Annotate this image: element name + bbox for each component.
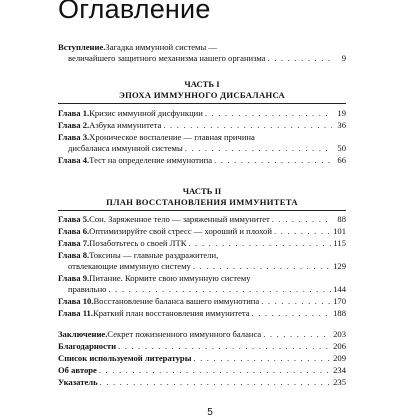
entry-title: Восстановление баланса вашего иммунотипа [93, 296, 260, 306]
entry-title: Кризис иммунной дисфункции [89, 108, 203, 118]
entry-page: 188 [333, 308, 346, 318]
entry-page: 235 [333, 377, 346, 387]
entry-label: Заключение. [58, 329, 108, 339]
toc-entry-index[interactable] [58, 377, 346, 388]
entry-page: 170 [333, 296, 346, 306]
divider [58, 103, 346, 104]
entry-label: Глава 1. [58, 108, 90, 118]
entry-title: Сон. Заряженное тело — заряженный иммунитет [89, 214, 270, 224]
part-subtitle: ЭПОХА ИММУННОГО ДИСБАЛАНСА [118, 90, 286, 100]
leader-dots [214, 155, 332, 166]
entry-page: 19 [337, 108, 346, 118]
entry-title: Токсины — главные раздражители, [89, 250, 219, 260]
entry-label: Об авторе [58, 365, 97, 375]
leader-dots [163, 120, 332, 131]
part-2-heading [58, 186, 346, 208]
leader-dots [261, 296, 331, 307]
entry-title: Хроническое воспаление — главная причина [89, 132, 255, 142]
leader-dots [272, 214, 332, 225]
entry-page: 36 [337, 120, 346, 130]
toc-entry-chapter-5[interactable] [58, 214, 346, 225]
toc-entry-chapter-11[interactable] [58, 308, 346, 319]
entry-label: Глава 2. [58, 120, 90, 130]
toc-entry-chapter-8[interactable] [58, 250, 346, 272]
entry-label: Глава 11. [58, 308, 93, 318]
leader-dots [263, 329, 331, 340]
entry-title: Краткий план восстановления иммунитета [92, 308, 250, 318]
toc-entry-chapter-1[interactable] [58, 108, 346, 119]
entry-label: Глава 9. [58, 273, 90, 283]
divider [58, 210, 346, 211]
entry-page: 66 [337, 155, 346, 165]
entry-page: 115 [333, 238, 346, 248]
toc-entry-chapter-10[interactable] [58, 296, 346, 307]
leader-dots [268, 53, 332, 64]
entry-label: Глава 3. [58, 132, 90, 142]
entry-page: 101 [333, 226, 346, 236]
entry-page: 203 [333, 329, 346, 339]
leader-dots [118, 341, 331, 352]
leader-dots [274, 226, 331, 237]
part-subtitle: ПЛАН ВОССТАНОВЛЕНИЯ ИММУНИТЕТА [106, 197, 298, 207]
entry-title: Загадка иммунной системы — [105, 42, 218, 52]
entry-label: Глава 5. [58, 214, 90, 224]
toc-entry-conclusion[interactable] [58, 329, 346, 340]
toc-entry-intro[interactable] [58, 42, 346, 64]
leader-dots [99, 365, 331, 376]
entry-page: 144 [333, 284, 346, 294]
leader-dots [100, 377, 331, 388]
entry-page: 234 [333, 365, 346, 375]
toc-entry-chapter-9[interactable] [58, 273, 346, 295]
entry-title-cont: отвлекающие иммунную систему [68, 261, 191, 271]
leader-dots [188, 238, 331, 249]
entry-title: Азбука иммунитета [89, 120, 162, 130]
toc-entry-chapter-6[interactable] [58, 226, 346, 237]
entry-label: Глава 10. [58, 296, 94, 306]
entry-title-cont: правильно [68, 284, 107, 294]
entry-label: Глава 4. [58, 155, 90, 165]
part-title: ЧАСТЬ I [184, 79, 220, 89]
toc-entry-chapter-2[interactable] [58, 120, 346, 131]
page-title: Оглавление [58, 0, 211, 24]
toc-entry-references[interactable] [58, 353, 346, 364]
leader-dots [193, 353, 331, 364]
leader-dots [193, 261, 331, 272]
entry-page: 9 [341, 53, 346, 63]
page-number: 5 [207, 407, 213, 418]
entry-title: Тест на определение иммунотипа [89, 155, 213, 165]
entry-title: Позаботьтесь о своей ЛТК [89, 238, 187, 248]
leader-dots [185, 143, 332, 154]
entry-label: Благодарности [58, 341, 117, 351]
toc-entry-chapter-4[interactable] [58, 155, 346, 166]
entry-label: Список используемой литературы [58, 353, 192, 363]
entry-page: 206 [333, 341, 346, 351]
leader-dots [252, 308, 332, 319]
toc-entry-about-author[interactable] [58, 365, 346, 376]
entry-page: 129 [333, 261, 346, 271]
part-title: ЧАСТЬ II [182, 186, 222, 196]
entry-label: Глава 7. [58, 238, 90, 248]
entry-title: Оптимизируйте свой стресс — хороший и плохой [89, 226, 272, 236]
toc-entry-chapter-3[interactable] [58, 132, 346, 154]
entry-label: Вступление. [58, 42, 106, 52]
leader-dots [108, 284, 331, 295]
part-1-heading [58, 79, 346, 101]
toc-entry-chapter-7[interactable] [58, 238, 346, 249]
leader-dots [205, 108, 332, 119]
entry-title: Секрет пожизненного иммунного баланса [107, 329, 262, 339]
toc-entry-acknowledgements[interactable] [58, 341, 346, 352]
entry-page: 50 [337, 143, 346, 153]
entry-label: Указатель [58, 377, 98, 387]
entry-title-cont: дисбаланса иммунной системы [68, 143, 183, 153]
entry-page: 209 [333, 353, 346, 363]
entry-title: Питание. Кормите свою иммунную систему [89, 273, 251, 283]
entry-title-cont: величайшего защитного механизма нашего организма [68, 53, 266, 63]
entry-label: Глава 6. [58, 226, 90, 236]
entry-label: Глава 8. [58, 250, 90, 260]
entry-page: 88 [337, 214, 346, 224]
